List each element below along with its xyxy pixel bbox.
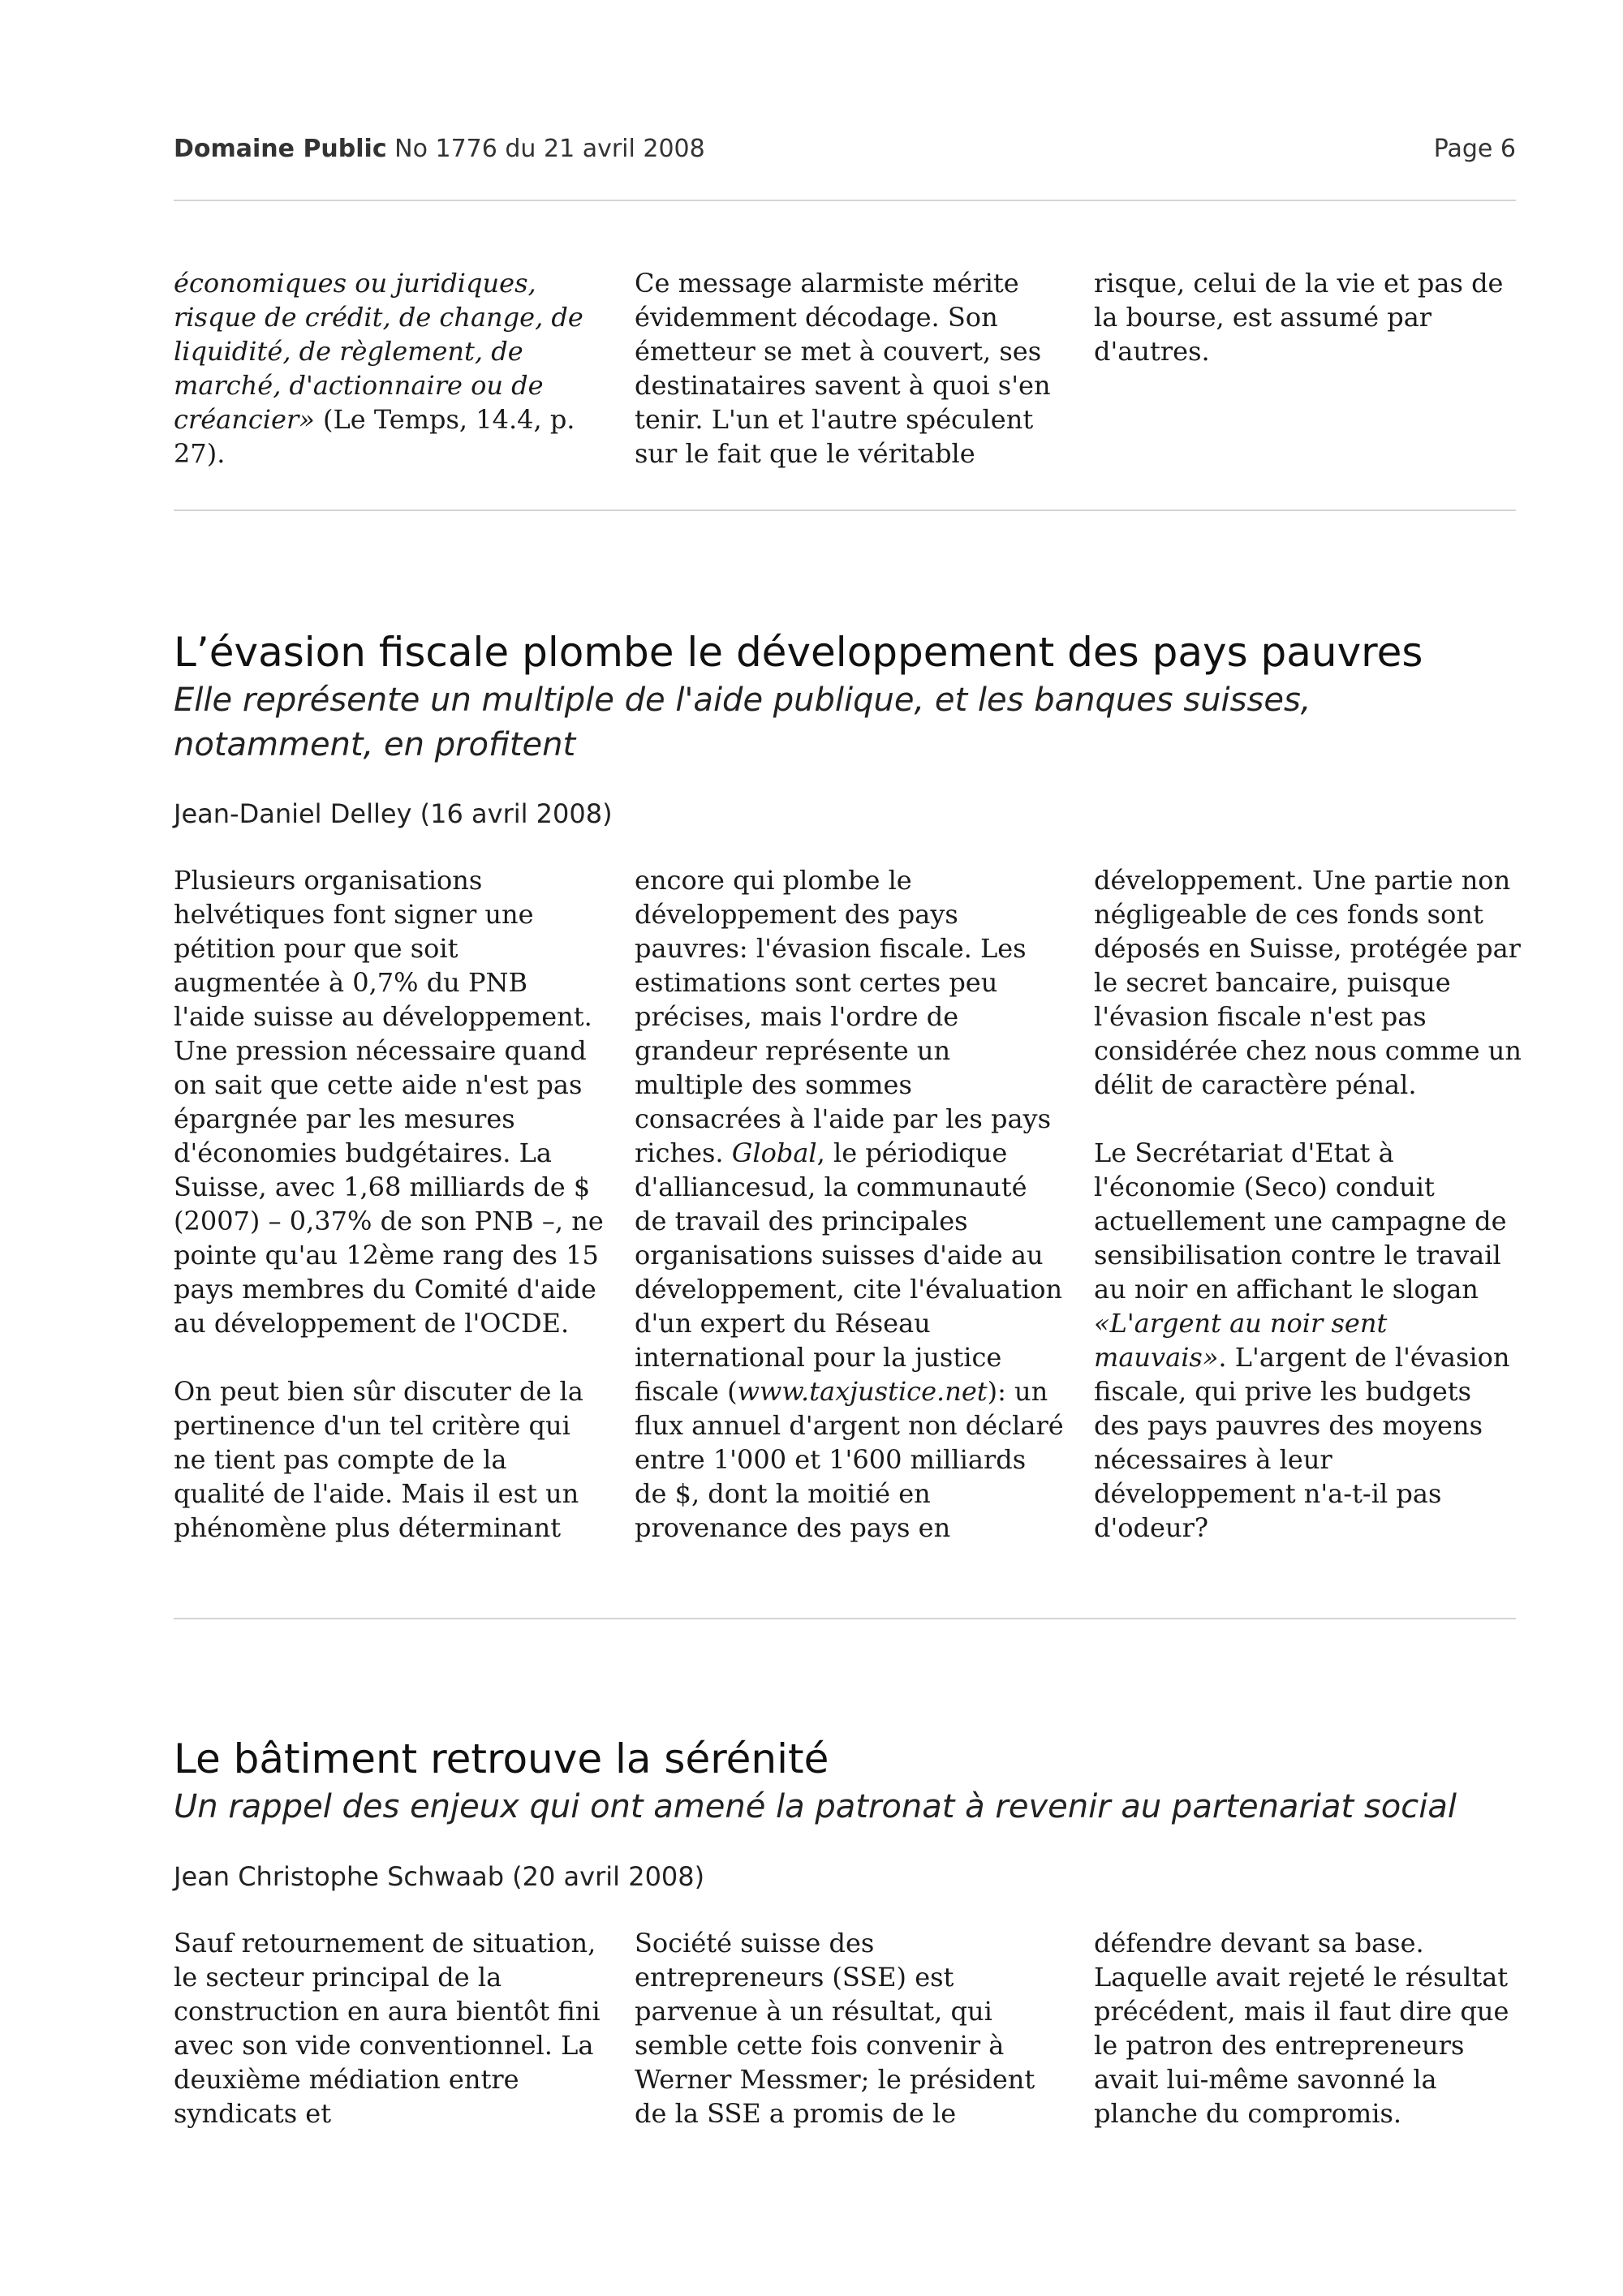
article-separator bbox=[174, 510, 1516, 511]
article2-paragraph-1: Sauf retournement de situation, le secteur principal de la construction en aura bientôt fini avec son vide conventionnel. La deuxième médiation entre syndicats et bbox=[174, 1928, 601, 2129]
article1-title: L’évasion fiscale plombe le développement des pays pauvres bbox=[174, 629, 1423, 676]
text-run: Le Secrétariat d'Etat à l'économie (Seco) conduit actuellement une campagne de sensibilisation contre le travail au noir en affichant le slogan bbox=[1094, 1137, 1507, 1305]
article1-paragraph-4: développement. Une partie non négligeable de ces fonds sont déposés en Suisse, protégée par le secret bancaire, puisque l'évasion fiscale n'est pas considérée chez nous comme un délit de caractère pénal. bbox=[1094, 865, 1522, 1100]
article2-paragraph-2: Société suisse des entrepreneurs (SSE) est parvenue à un résultat, qui semble cette fois convenir à Werner Messmer; le président de la SSE a promis de le bbox=[635, 1928, 1035, 2129]
article1-paragraph-5 bbox=[1094, 1136, 1524, 1545]
continued-paragraph: Ce message alarmiste mérite évidemment décodage. Son émetteur se met à couvert, ses destinataires savent à quoi s'en tenir. L'un et l'autre spéculent sur le fait que le véritable bbox=[635, 268, 1051, 469]
website-reference: www.taxjustice.net bbox=[737, 1376, 988, 1407]
article2-column-1 bbox=[174, 1926, 604, 2130]
continued-column-1 bbox=[174, 266, 604, 471]
article2-paragraph-3: défendre devant sa base. Laquelle avait rejeté le résultat précédent, mais il faut dire que le patron des entrepreneurs avait lui-même savonné la planche du compromis. bbox=[1094, 1928, 1509, 2129]
article2-column-3 bbox=[1094, 1926, 1524, 2130]
text-run: , le périodique d'alliancesud, la communauté de travail des principales organisations suisses d'aide au développement, cite l'évaluation d'un expert du Réseau international pour la justice fiscale ( bbox=[635, 1137, 1063, 1407]
text-run: . L'argent de l'évasion fiscale, qui prive les budgets des pays pauvres des moyens nécessaires à leur développement n'a-t-il pas d'odeur? bbox=[1094, 1342, 1510, 1543]
publication-name: Domaine Public bbox=[174, 135, 387, 163]
citation-text: (Le Temps, 14.4, p. 27). bbox=[174, 404, 575, 469]
article2-column-2 bbox=[635, 1926, 1065, 2130]
article1-column-1 bbox=[174, 863, 604, 1545]
article2-title: Le bâtiment retrouve la sérénité bbox=[174, 1735, 829, 1782]
issue-info: No 1776 du 21 avril 2008 bbox=[394, 135, 705, 163]
quote-text: économiques ou juridiques, risque de crédit, de change, de liquidité, de règlement, de marché, d'actionnaire ou de créancier» bbox=[174, 268, 583, 435]
article2-subtitle: Un rappel des enjeux qui ont amené la patronat à revenir au partenariat social bbox=[174, 1788, 1457, 1825]
article1-subtitle: Elle représente un multiple de l'aide publique, et les banques suisses, notamment, en profitent bbox=[174, 681, 1311, 763]
article1-column-2 bbox=[635, 863, 1065, 1545]
article1-byline: Jean-Daniel Delley (16 avril 2008) bbox=[174, 798, 613, 829]
header-left bbox=[174, 135, 705, 163]
article2-byline: Jean Christophe Schwaab (20 avril 2008) bbox=[174, 1861, 705, 1892]
article1-column-3 bbox=[1094, 863, 1524, 1545]
slogan: «L'argent au noir sent mauvais» bbox=[1094, 1308, 1388, 1373]
continued-column-3 bbox=[1094, 266, 1524, 368]
continued-paragraph: risque, celui de la vie et pas de la bourse, est assumé par d'autres. bbox=[1094, 268, 1504, 367]
article-separator bbox=[174, 1618, 1516, 1619]
text-run: ): un flux annuel d'argent non déclaré entre 1'000 et 1'600 milliards de $, dont la moitié en provenance des pays en bbox=[635, 1376, 1064, 1543]
page bbox=[174, 0, 1522, 2296]
text-run: encore qui plombe le développement des pays pauvres: l'évasion fiscale. Les estimations sont certes peu précises, mais l'ordre de grandeur représente un multiple des sommes consacrées à l'aide par les pays riches. bbox=[635, 865, 1052, 1168]
periodical-name: Global bbox=[731, 1137, 817, 1168]
page-number: Page 6 bbox=[1433, 135, 1516, 163]
continued-column-2 bbox=[635, 266, 1065, 471]
header-rule bbox=[174, 200, 1516, 201]
continued-paragraph bbox=[174, 266, 604, 471]
article1-paragraph-3 bbox=[635, 863, 1065, 1545]
article1-paragraph-2: On peut bien sûr discuter de la pertinence d'un tel critère qui ne tient pas compte de la qualité de l'aide. Mais il est un phénomène plus déterminant bbox=[174, 1376, 583, 1543]
article1-paragraph-1: Plusieurs organisations helvétiques font signer une pétition pour que soit augmentée à 0,7% du PNB l'aide suisse au développement. Une pression nécessaire quand on sait que cette aide n'est pas épargnée par les mesures d'économies budgétaires. La Suisse, avec 1,68 milliards de $ (2007) – 0,37% de son PNB –, ne pointe qu'au 12ème rang des 15 pays membres du Comité d'aide au développement de l'OCDE. bbox=[174, 865, 604, 1339]
running-header bbox=[174, 135, 1516, 167]
